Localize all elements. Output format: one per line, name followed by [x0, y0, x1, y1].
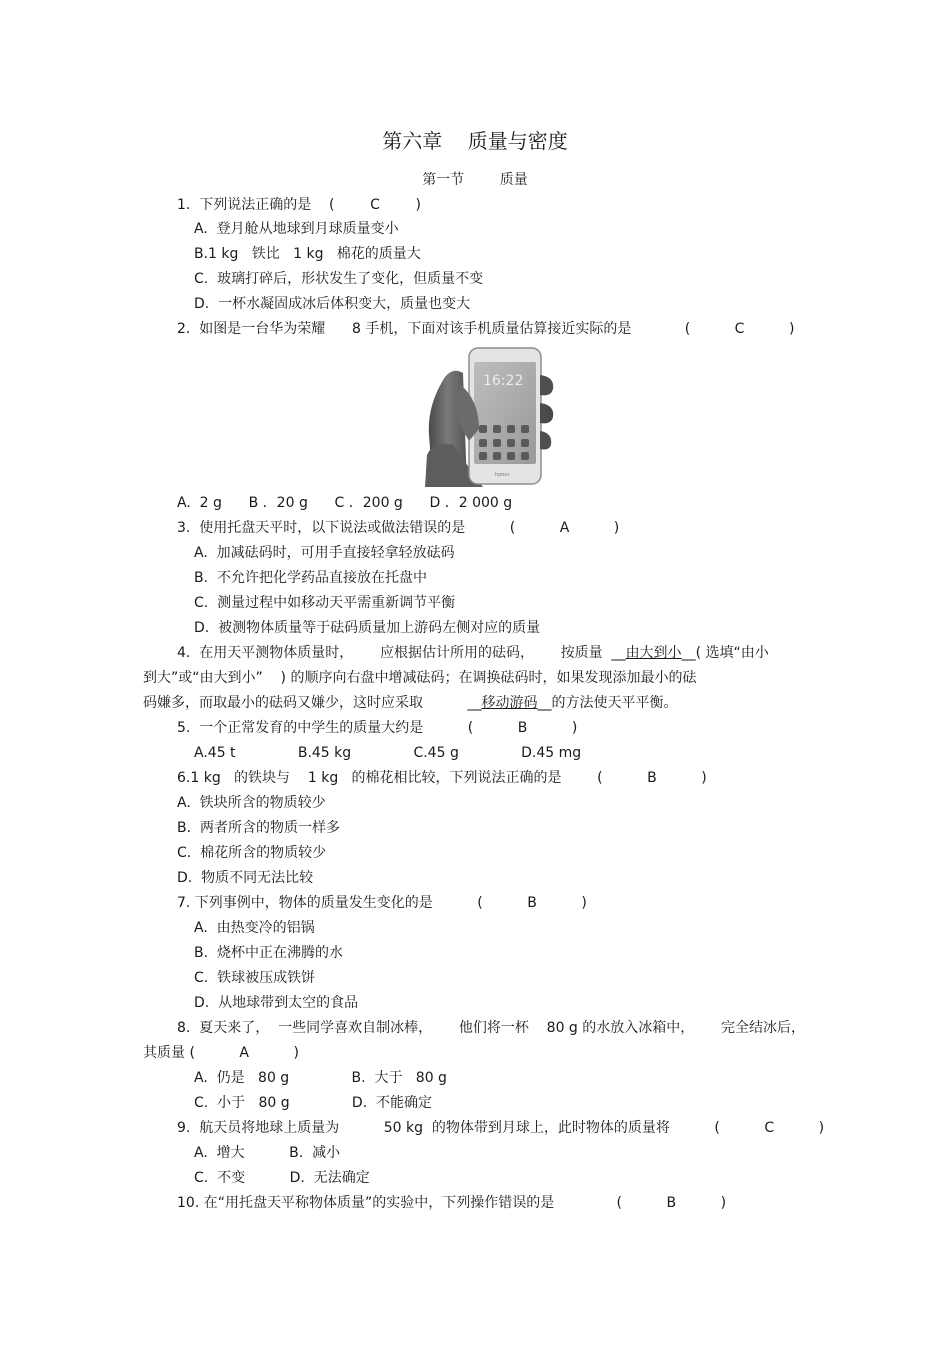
question-6-option-a: A. 铁块所含的物质较少 [177, 795, 326, 811]
section-title: 第一节 质量 [422, 172, 528, 188]
question-7-option-a: A. 由热变冷的铝锅 [194, 920, 315, 936]
question-9-stem: 9. 航天员将地球上质量为 50 kg 的物体带到月球上，此时物体的质量将 ( C ) [177, 1120, 825, 1136]
question-8-options-ab: A. 仍是 80 g B. 大于 80 g [194, 1070, 447, 1086]
question-5-options: A.45 t B.45 kg C.45 g D.45 mg [194, 745, 582, 761]
question-7-option-d: D. 从地球带到太空的食品 [194, 995, 359, 1011]
question-2-options: A. 2 g B ．20 g C ．200 g D ．2 000 g [177, 495, 513, 511]
svg-text:honor: honor [495, 472, 510, 478]
question-6-option-b: B. 两者所含的物质一样多 [177, 820, 340, 836]
question-6-stem: 6.1 kg 的铁块与 1 kg 的棉花相比较，下列说法正确的是 ( B ) [177, 770, 707, 786]
question-8-options-cd: C. 小于 80 g D. 不能确定 [194, 1095, 433, 1111]
question-4-answer-1: 由大到小 [625, 645, 682, 661]
question-3-option-c: C. 测量过程中如移动天平需重新调节平衡 [194, 595, 456, 611]
question-6-option-d: D. 物质不同无法比较 [177, 870, 314, 886]
question-7-option-b: B. 烧杯中正在沸腾的水 [194, 945, 343, 961]
question-8-line-2: 其质量 ( A ) [143, 1045, 299, 1061]
question-10-stem: 10. 在“用托盘天平称物体质量”的实验中，下列操作错误的是 ( B ) [177, 1195, 727, 1211]
question-4-answer-2: 移动游码 [481, 695, 538, 711]
svg-text:16:22: 16:22 [483, 373, 524, 389]
question-3-stem: 3. 使用托盘天平时，以下说法或做法错误的是 ( A ) [177, 520, 620, 536]
question-1-option-d: D. 一杯水凝固成冰后体积变大，质量也变大 [194, 296, 471, 312]
question-7-option-c: C. 铁球被压成铁饼 [194, 970, 316, 986]
question-9-options-ab: A. 增大 B. 减小 [194, 1145, 341, 1161]
question-8-line-1: 8. 夏天来了， 一些同学喜欢自制冰棒， 他们将一杯 80 g 的水放入冰箱中， 完全结冰后， [177, 1020, 805, 1036]
question-6-option-c: C. 棉花所含的物质较少 [177, 845, 327, 861]
question-1-stem: 1. 下列说法正确的是 ( C ) [177, 197, 421, 213]
phone-in-hand-image [423, 345, 555, 487]
question-3-option-b: B. 不允许把化学药品直接放在托盘中 [194, 570, 427, 586]
question-5-stem: 5. 一个正常发育的中学生的质量大约是 ( B ) [177, 720, 578, 736]
question-4-line-2: 到大”或“由大到小” ) 的顺序向右盘中增减砝码；在调换砝码时，如果发现添加最小的砝 [143, 670, 697, 686]
question-3-option-a: A. 加减砝码时，可用手直接轻拿轻放砝码 [194, 545, 455, 561]
question-3-option-d: D. 被测物体质量等于砝码质量加上游码左侧对应的质量 [194, 620, 541, 636]
question-1-option-a: A. 登月舱从地球到月球质量变小 [194, 221, 399, 237]
question-2-stem: 2. 如图是一台华为荣耀 8 手机，下面对该手机质量估算接近实际的是 ( C ) [177, 321, 795, 337]
question-7-stem: 7. 下列事例中，物体的质量发生变化的是 ( B ) [177, 895, 587, 911]
question-9-options-cd: C. 不变 D. 无法确定 [194, 1170, 370, 1186]
question-4-line-3: 码嫌多，而取最小的砝码又嫌少，这时应采取 __移动游码__的方法使天平平衡。 [143, 695, 678, 711]
chapter-title: 第六章 质量与密度 [382, 129, 568, 153]
question-1-option-b: B.1 kg 铁比 1 kg 棉花的质量大 [194, 246, 421, 262]
question-4-line-1: 4. 在用天平测物体质量时， 应根据估计所用的砝码， 按质量 __由大到小__( 选填“由小 [177, 645, 769, 661]
question-1-option-c: C. 玻璃打碎后，形状发生了变化，但质量不变 [194, 271, 484, 287]
